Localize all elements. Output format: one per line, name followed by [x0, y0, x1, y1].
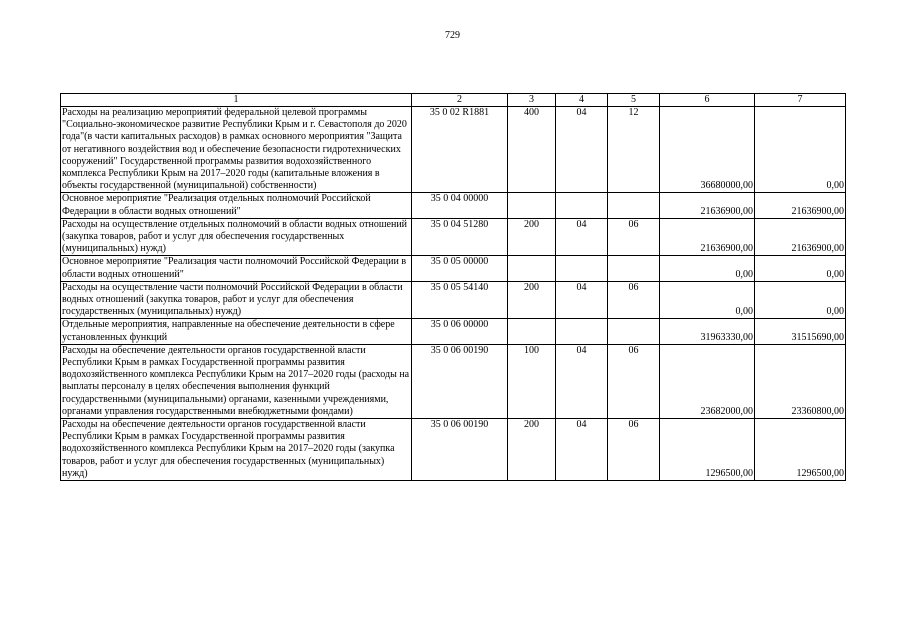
column-header: 2 — [412, 94, 508, 107]
row-code: 35 0 06 00190 — [412, 344, 508, 418]
column-header: 4 — [556, 94, 608, 107]
row-code: 35 0 02 R1881 — [412, 107, 508, 193]
row-subsection: 06 — [608, 218, 660, 256]
table-row — [61, 107, 846, 193]
row-expense-type: 200 — [508, 419, 556, 481]
row-code: 35 0 05 54140 — [412, 281, 508, 319]
row-amount-col7: 0,00 — [755, 281, 846, 319]
row-expense-type: 400 — [508, 107, 556, 193]
row-code: 35 0 06 00000 — [412, 319, 508, 344]
row-subsection — [608, 193, 660, 218]
row-amount-col6: 21636900,00 — [660, 193, 755, 218]
row-section: 04 — [556, 344, 608, 418]
row-description: Основное мероприятие "Реализация отдельных полномочий Российской Федерации в области водных отношений" — [61, 193, 412, 218]
row-amount-col6: 1296500,00 — [660, 419, 755, 481]
row-expense-type: 100 — [508, 344, 556, 418]
column-header: 6 — [660, 94, 755, 107]
row-amount-col6: 36680000,00 — [660, 107, 755, 193]
row-amount-col6: 23682000,00 — [660, 344, 755, 418]
row-amount-col7: 23360800,00 — [755, 344, 846, 418]
row-amount-col7: 21636900,00 — [755, 218, 846, 256]
row-section: 04 — [556, 419, 608, 481]
column-header: 1 — [61, 94, 412, 107]
table-row — [61, 344, 846, 418]
row-amount-col7: 1296500,00 — [755, 419, 846, 481]
row-code: 35 0 04 00000 — [412, 193, 508, 218]
row-description: Расходы на осуществление части полномочий Российской Федерации в области водных отношений (закупка товаров, работ и услуг для обеспечения государственных (муниципальных) нужд) — [61, 281, 412, 319]
page-number: 729 — [445, 30, 460, 41]
row-expense-type — [508, 319, 556, 344]
row-amount-col6: 0,00 — [660, 281, 755, 319]
row-amount-col7: 31515690,00 — [755, 319, 846, 344]
row-amount-col7: 0,00 — [755, 256, 846, 281]
table-row — [61, 256, 846, 281]
column-header: 7 — [755, 94, 846, 107]
row-subsection: 06 — [608, 281, 660, 319]
row-code: 35 0 05 00000 — [412, 256, 508, 281]
row-expense-type — [508, 256, 556, 281]
row-amount-col7: 0,00 — [755, 107, 846, 193]
row-amount-col7: 21636900,00 — [755, 193, 846, 218]
row-subsection — [608, 256, 660, 281]
row-description: Расходы на обеспечение деятельности органов государственной власти Республики Крым в рамках Государственной программы развития водохозяйственного комплекса Республики Крым на 2017–2020 годы (расходы на выплаты персоналу в целях обеспечения выполнения функций государственными (муниципальными) органами, казенными учреждениями, органами управления государственными внебюджетными фондами) — [61, 344, 412, 418]
row-description: Расходы на обеспечение деятельности органов государственной власти Республики Крым в рамках Государственной программы развития водохозяйственного комплекса Республики Крым на 2017–2020 годы (закупка товаров, работ и услуг для обеспечения государственных (муниципальных) нужд) — [61, 419, 412, 481]
row-section: 04 — [556, 218, 608, 256]
row-description: Отдельные мероприятия, направленные на обеспечение деятельности в сфере установленных функций — [61, 319, 412, 344]
column-header: 3 — [508, 94, 556, 107]
row-amount-col6: 31963330,00 — [660, 319, 755, 344]
row-subsection: 06 — [608, 419, 660, 481]
row-code: 35 0 06 00190 — [412, 419, 508, 481]
column-header-row — [61, 94, 846, 107]
row-expense-type — [508, 193, 556, 218]
row-amount-col6: 0,00 — [660, 256, 755, 281]
row-section — [556, 193, 608, 218]
table-row — [61, 218, 846, 256]
row-expense-type: 200 — [508, 218, 556, 256]
table-row — [61, 319, 846, 344]
column-header: 5 — [608, 94, 660, 107]
table-row — [61, 281, 846, 319]
row-expense-type: 200 — [508, 281, 556, 319]
row-code: 35 0 04 51280 — [412, 218, 508, 256]
table-row — [61, 193, 846, 218]
row-subsection: 12 — [608, 107, 660, 193]
row-subsection — [608, 319, 660, 344]
row-section: 04 — [556, 107, 608, 193]
row-section — [556, 319, 608, 344]
table-row — [61, 419, 846, 481]
row-section — [556, 256, 608, 281]
row-description: Основное мероприятие "Реализация части полномочий Российской Федерации в области водных отношений" — [61, 256, 412, 281]
row-amount-col6: 21636900,00 — [660, 218, 755, 256]
row-section: 04 — [556, 281, 608, 319]
row-subsection: 06 — [608, 344, 660, 418]
row-description: Расходы на реализацию мероприятий федеральной целевой программы "Социально-экономическое развитие Республики Крым и г. Севастополя до 2020 года"(в части капитальных расходов) в рамках основного мероприятия "Защита от негативного воздействия вод и обеспечение безопасности гидротехнических сооружений" Государственной программы развития водохозяйственного комплекса Республики Крым на 2017–2020 годы (капитальные вложения в объекты государственной (муниципальной) собственности) — [61, 107, 412, 193]
budget-table — [60, 93, 846, 481]
row-description: Расходы на осуществление отдельных полномочий в области водных отношений (закупка товаров, работ и услуг для обеспечения государственных (муниципальных) нужд) — [61, 218, 412, 256]
